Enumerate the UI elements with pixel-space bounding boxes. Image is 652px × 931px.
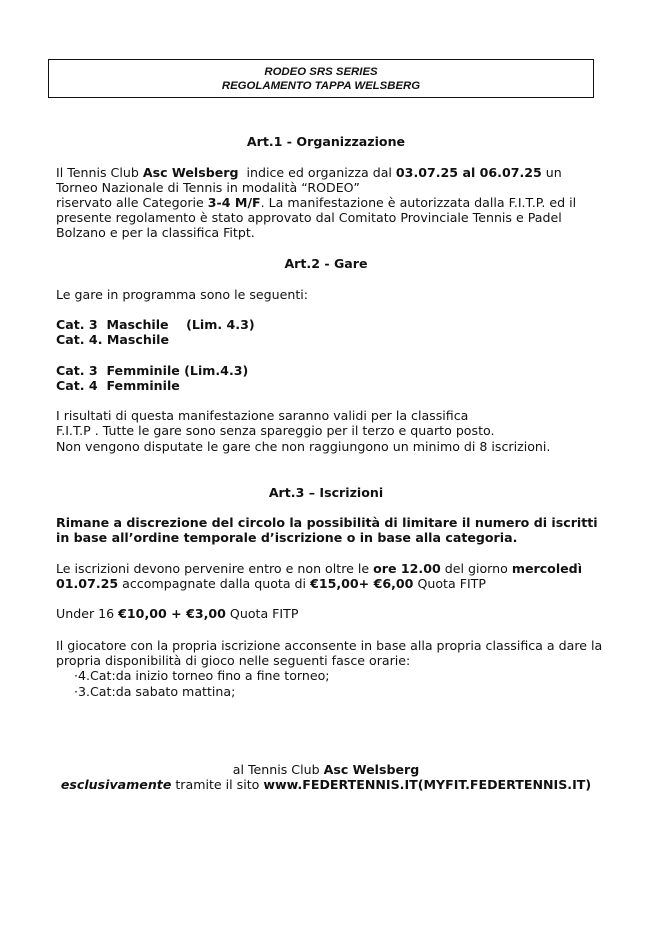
art3-notice-line-1: Rimane a discrezione del circolo la possibilità di limitare il numero di iscritti	[56, 515, 598, 530]
art1-line-4: presente regolamento è stato approvato dal Comitato Provinciale Tennis e Padel	[56, 210, 562, 225]
art1-line-1: Il Tennis Club Asc Welsberg indice ed organizza dal 03.07.25 al 06.07.25 un	[56, 165, 562, 180]
category-3-male: Cat. 3 Maschile (Lim. 4.3)	[56, 317, 255, 332]
website-link[interactable]: www.FEDERTENNIS.IT(MYFIT.FEDERTENNIS.IT)	[263, 777, 592, 792]
header-title: RODEO SRS SERIES	[264, 66, 378, 78]
list-item: ·4.Cat:da inizio torneo fino a fine torneo;	[74, 668, 330, 683]
art2-intro: Le gare in programma sono le seguenti:	[56, 287, 309, 302]
art2-title: Art.2 - Gare	[284, 256, 368, 271]
list-item: ·3.Cat:da sabato mattina;	[74, 684, 236, 699]
art2-results-line-2: F.I.T.P . Tutte le gare sono senza spareggio per il terzo e quarto posto.	[56, 423, 495, 438]
art3-notice-line-2: in base all’ordine temporale d’iscrizione o in base alla categoria.	[56, 530, 518, 545]
art1-title: Art.1 - Organizzazione	[246, 134, 406, 149]
art1-line-2: Torneo Nazionale di Tennis in modalità “RODEO”	[56, 180, 360, 195]
art3-paragraph-line-1: Il giocatore con la propria iscrizione acconsente in base alla propria classifica a dare la	[56, 638, 603, 653]
category-4-female: Cat. 4 Femminile	[56, 378, 180, 393]
art1-line-3: riservato alle Categorie 3-4 M/F. La manifestazione è autorizzata dalla F.I.T.P. ed il	[56, 195, 577, 210]
art3-paragraph-line-2: propria disponibilità di gioco nelle seguenti fasce orarie:	[56, 653, 411, 668]
category-4-male: Cat. 4. Maschile	[56, 332, 169, 347]
art1-line-5: Bolzano e per la classifica Fitpt.	[56, 225, 255, 240]
category-3-female: Cat. 3 Femminile (Lim.4.3)	[56, 363, 249, 378]
art2-results-line-3: Non vengono disputate le gare che non raggiungono un minimo di 8 iscrizioni.	[56, 439, 551, 454]
art3-title: Art.3 – Iscrizioni	[268, 485, 384, 500]
art2-results-line-1: I risultati di questa manifestazione saranno validi per la classifica	[56, 408, 469, 423]
art3-under16-fee: Under 16 €10,00 + €3,00 Quota FITP	[56, 606, 299, 621]
footer-line-1: al Tennis Club Asc Welsberg	[232, 762, 420, 777]
document-header-box	[48, 59, 594, 98]
art3-deadline-line-1: Le iscrizioni devono pervenire entro e non oltre le ore 12.00 del giorno mercoledì	[56, 561, 583, 576]
art3-deadline-line-2: 01.07.25 accompagnate dalla quota di €15,00+ €6,00 Quota FITP	[56, 576, 486, 591]
footer-line-2: esclusivamente tramite il sito www.FEDERTENNIS.IT(MYFIT.FEDERTENNIS.IT)	[60, 777, 592, 792]
header-subtitle: REGOLAMENTO TAPPA WELSBERG	[221, 80, 421, 92]
